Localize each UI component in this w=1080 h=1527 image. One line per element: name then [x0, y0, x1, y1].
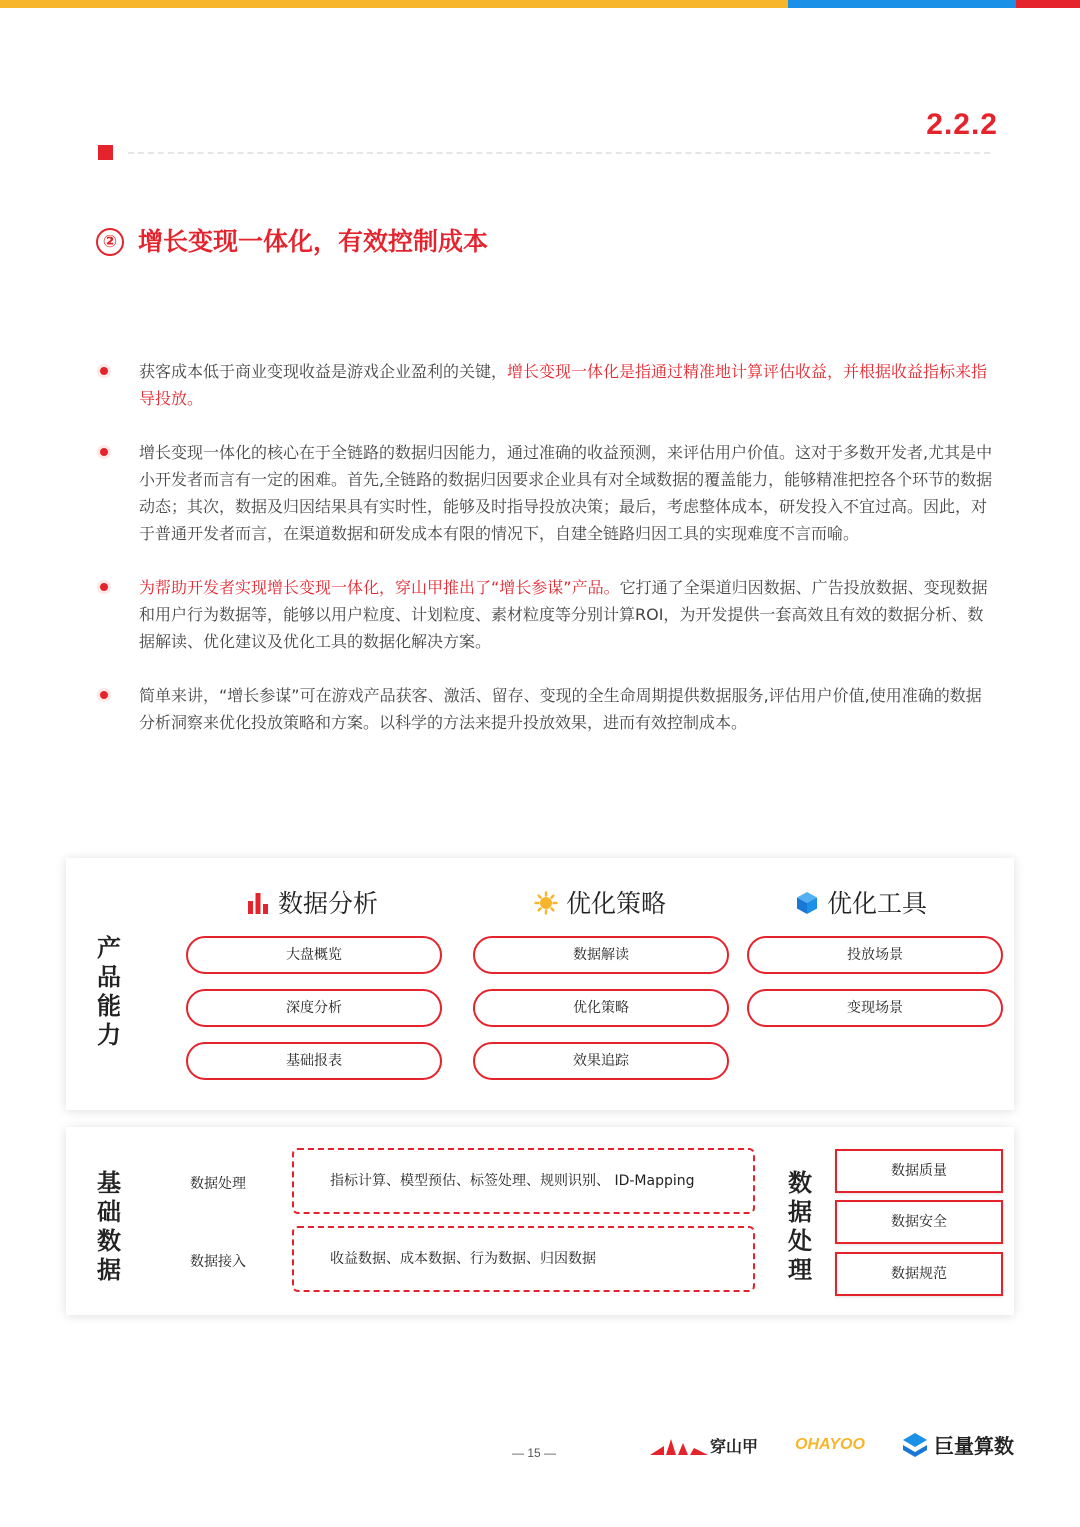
bullet-item — [96, 358, 996, 413]
product-capability-label: 产品能力 — [97, 934, 121, 1049]
bullet-highlight: 为帮助开发者实现增长变现一体化，穿山甲推出了“增长参谋”产品。 — [139, 577, 620, 597]
logo-ohayoo: OHAYOO — [795, 1436, 865, 1453]
column-title-data-analysis — [246, 884, 378, 920]
box-data-standard: 数据规范 — [835, 1252, 1003, 1296]
csj-logo-text: 穿山甲 — [710, 1437, 759, 1456]
bullet-text: 它打通了全渠道归因数据、广告投放数据、变现数据和用户行为数据等，能够以用户粒度、计划粒度、素材粒度等分别计算ROI，为开发提供一套高效且有效的数据分析、数据解读、优化建议及优化工具的数据化解决方案。 — [139, 577, 988, 652]
page-number: — 15 — — [512, 1446, 557, 1460]
pill-optimization-strategy: 优化策略 — [473, 989, 729, 1027]
bullet-list — [96, 358, 996, 762]
data-processing-label: 数据处理 — [788, 1169, 812, 1284]
bullet-item — [96, 439, 996, 548]
top-color-bar — [0, 0, 1080, 8]
pill-basic-report: 基础报表 — [186, 1042, 442, 1080]
product-capability-card — [66, 858, 1014, 1110]
juliang-logo-icon — [900, 1431, 930, 1461]
bullet-highlight: 增长变现一体化是指通过精准地计算评估收益，并根据收益指标来指导投放。 — [139, 362, 988, 409]
title-number-marker: ② — [96, 228, 124, 256]
box-data-security: 数据安全 — [835, 1200, 1003, 1244]
bar-chart-icon — [246, 891, 270, 915]
bullet-dot — [97, 445, 111, 459]
box-data-quality: 数据质量 — [835, 1149, 1003, 1193]
pill-effect-tracking: 效果追踪 — [473, 1042, 729, 1080]
column-title-optimization-strategy — [534, 884, 666, 920]
bullet-item — [96, 682, 996, 737]
processing-content-box: 指标计算、模型预估、标签处理、规则识别、 ID-Mapping — [292, 1148, 755, 1214]
logo-juliang — [900, 1430, 1014, 1461]
bullet-dot — [97, 688, 111, 702]
pill-monetization-scene: 变现场景 — [747, 989, 1003, 1027]
title-text: 增长变现一体化，有效控制成本 — [138, 227, 489, 256]
juliang-logo-text: 巨量算数 — [934, 1434, 1014, 1458]
row-label-data-ingestion: 数据接入 — [190, 1254, 246, 1270]
section-marker — [98, 145, 113, 160]
column-title-optimization-tools — [795, 884, 927, 920]
pill-deep-analysis: 深度分析 — [186, 989, 442, 1027]
bullet-text: 增长变现一体化的核心在于全链路的数据归因能力，通过准确的收益预测，来评估用户价值。这对于多数开发者,尤其是中小开发者而言有一定的困难。首先,全链路的数据归因要求企业具有对全域数据的覆盖能力，能够精准把控各个环节的数据动态；其次，数据及归因结果具有实时性，能够及时指导投放决策；最后，考虑整体成本，研发投入不宜过高。因此，对于普通开发者而言，在渠道数据和研发成本有限的情况下，自建全链路归因工具的实现难度不言而喻。 — [139, 442, 993, 544]
column-title-text: 优化工具 — [827, 889, 928, 918]
pill-data-interpretation: 数据解读 — [473, 936, 729, 974]
column-title-text: 优化策略 — [566, 889, 667, 918]
section-divider — [128, 152, 990, 154]
bullet-item — [96, 574, 996, 656]
bullet-text: 简单来讲，“增长参谋”可在游戏产品获客、激活、留存、变现的全生命周期提供数据服务,评估用户价值,使用准确的数据分析洞察来优化投放策略和方案。以科学的方法来提升投放效果，进而有效控制成本。 — [139, 685, 982, 732]
pill-placement-scene: 投放场景 — [747, 936, 1003, 974]
logo-csj — [650, 1434, 758, 1457]
base-data-card — [66, 1127, 1014, 1315]
bullet-dot — [97, 580, 111, 594]
column-title-text: 数据分析 — [278, 889, 379, 918]
top-bar-blue — [788, 0, 1016, 8]
bullet-text: 获客成本低于商业变现收益是游戏企业盈利的关键， — [139, 362, 508, 381]
bulb-icon — [534, 891, 558, 915]
base-data-label: 基础数据 — [97, 1169, 121, 1284]
page-title — [96, 222, 488, 258]
row-label-data-processing: 数据处理 — [190, 1176, 246, 1192]
cube-icon — [795, 891, 819, 915]
top-bar-yellow — [0, 0, 788, 8]
top-bar-red — [1016, 0, 1080, 8]
pill-dashboard-overview: 大盘概览 — [186, 936, 442, 974]
ingestion-content-box: 收益数据、成本数据、行为数据、归因数据 — [292, 1226, 755, 1292]
bullet-dot — [97, 364, 111, 378]
section-number: 2.2.2 — [926, 108, 998, 141]
csj-logo-icon — [650, 1435, 708, 1457]
